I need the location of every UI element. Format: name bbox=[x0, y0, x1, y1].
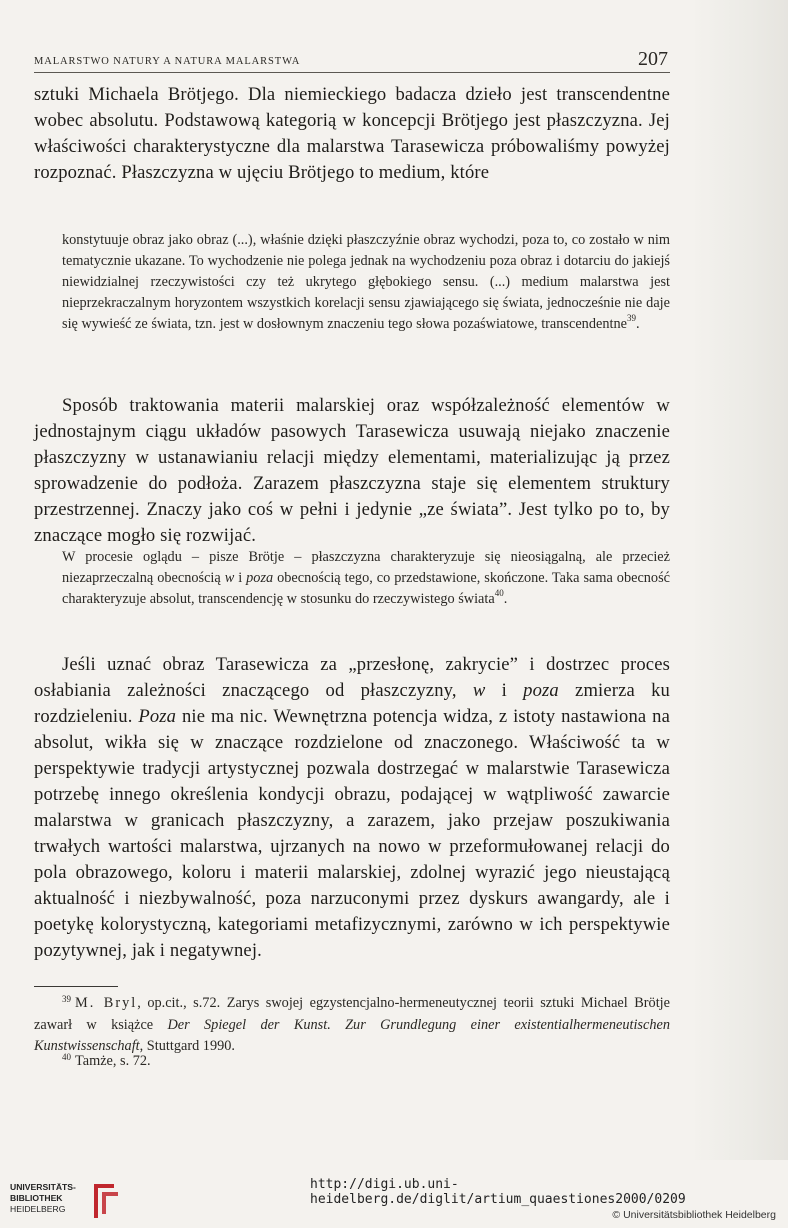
paragraph-1: sztuki Michaela Brötjego. Dla niemieckiego badacza dzieło jest transcendentne wobec absolutu. Podstawową kategorią w koncepcji Brötjego jest płaszczyzna. Jej właściwości charakterystyczne dla malarstwa Tarasewicza próbowaliśmy powyżej rozpoznać. Płaszczyzna w ujęciu Brötjego to medium, które bbox=[34, 84, 670, 183]
paragraph-3-text-a: Jeśli uznać obraz Tarasewicza za „przesłonę, zakrycie” i dostrzec proces osłabiania zależności znaczącego od płaszczyzny, bbox=[34, 654, 670, 701]
page-edge-shadow bbox=[690, 0, 788, 1160]
paragraph-3-text-c: zmierza ku rozdzieleniu. bbox=[34, 680, 670, 727]
footnote-39-text-b: , Stuttgard 1990. bbox=[139, 1038, 235, 1054]
block-quote-2-text-b: i bbox=[234, 570, 247, 586]
block-quote-2-italic-w: w bbox=[224, 570, 235, 586]
paragraph-2: Sposób traktowania materii malarskiej oraz współzależność elementów w jednostajnym ciągu układów pasowych Tarasewicza usuwają niejako znaczenie płaszczyzny w ustanawianiu relacji między elementami, materializując ją przez sprowadzenie do podłoża. Zarazem płaszczyzna staje się elementem struktury przestrzennej. Znaczy jako coś w pełni i jedynie „ze świata”. Jest tylko po to, by znaczące mogło się rozwijać. bbox=[34, 395, 670, 546]
footnote-40 bbox=[34, 1051, 670, 1073]
footnote-ref-40[interactable]: 40 bbox=[494, 588, 504, 599]
paragraph-3-italic-poza-cap: Poza bbox=[138, 706, 177, 727]
paragraph-3-italic-poza: poza bbox=[523, 680, 559, 701]
footnote-39-author: M. Bryl bbox=[75, 995, 138, 1011]
running-head bbox=[34, 50, 670, 73]
copyright-notice: © Universitätsbibliothek Heidelberg bbox=[612, 1209, 776, 1221]
digitization-footer bbox=[0, 1168, 788, 1228]
block-quote-2-text-c: obecnością tego, co przedstawione, skończone. Taka sama obecność charakteryzuje absolut, transcendencję w stosunku do rzeczywistego świata bbox=[62, 570, 670, 607]
paragraph-3-text-d: nie ma nic. Wewnętrzna potencja widza, z istoty nastawiona na absolut, wikła się w znaczące rozdzielone od znaczonego. Właściwość ta w perspektywie tradycji artystycznej pozwala dostrzegać w malarstwie Tarasewicza potrzebę innego określenia kondycji obrazu, podającej w wątpliwość zawarcie malarstwa w granicach płaszczyzny, a zarazem, jako przejaw poszukiwania trwałych wartości malarstwa, ujrzanych na nowo w przeformułowanej relacji do pola obrazowego, koloru i materii malarskiej, zdolnej wyrazić jego nieustającą aktualność i niezbywalność, poza narzuconymi przez dyskurs awangardy, ale i poetykę kolorystyczną, kategoriami metafizycznymi, zarówno w ich perspektywie pozytywnej, jak i negatywnej. bbox=[34, 706, 670, 961]
footnote-40-number: 40 bbox=[62, 1052, 71, 1062]
footnote-39-text-a: , op.cit., s.72. Zarys swojej egzystencjalno-hermeneutycznej teorii sztuki Michael Brötje zawarł w książce bbox=[34, 995, 670, 1033]
library-logo[interactable] bbox=[10, 1176, 125, 1222]
footnote-separator bbox=[34, 986, 118, 987]
paragraph-3 bbox=[34, 652, 670, 964]
library-logo-icon bbox=[80, 1178, 122, 1222]
running-head-title: MALARSTWO NATURY A NATURA MALARSTWA bbox=[34, 56, 301, 67]
block-quote-1: konstytuuje obraz jako obraz (...), właśnie dzięki płaszczyźnie obraz wychodzi, poza to, co zostało w nim tematycznie ukazane. To wychodzenie nie polega jednak na wychodzeniu poza obraz i dotarciu do jakiejś niewidzialnej rzeczywistości czy też ukrytego głębokiego sensu. (...) medium malarstwa jest nieprzekraczalnym horyzontem wszystkich korelacji sensu zjawiającego się świata, jednocześnie nie daje się wywieść ze świata, tzn. jest w dosłownym znaczeniu tego słowa pozaświatowe, transcendentne$^{39}$. bbox=[62, 232, 670, 332]
footnote-40-text: Tamże, s. 72. bbox=[75, 1053, 151, 1069]
block-quote-2-text-a: W procesie oglądu – pisze Brötje – płaszczyzna charakteryzuje się nieosiągalną, ale przecież niezaprzeczalną obecnością bbox=[62, 549, 670, 586]
footnote-39-book-title: Der Spiegel der Kunst. Zur Grundlegung einer existentialhermeneutischen Kunstwissenschaft bbox=[34, 1017, 670, 1054]
paragraph-3-text-b: i bbox=[485, 680, 524, 701]
block-quote-2-italic-poza: poza bbox=[246, 570, 274, 586]
block-quote-1-text: konstytuuje obraz jako obraz (...), właśnie dzięki płaszczyźnie obraz wychodzi, poza to, co zostało w nim tematycznie ukazane. To wychodzenie nie polega jednak na wychodzeniu poza obraz i dotarciu do jakiejś niewidzialnej rzeczywistości czy też ukrytego głębokiego sensu. (...) medium malarstwa jest nieprzekraczalnym horyzontem wszystkich korelacji sensu zjawiającego się świata, jednocześnie nie daje się wywieść ze świata, tzn. jest w dosłownym znaczeniu tego słowa pozaświatowe, transcendentne bbox=[62, 232, 670, 332]
footnote-39-number: 39 bbox=[62, 994, 71, 1004]
logo-line-1: UNIVERSITÄTS- bbox=[10, 1182, 76, 1192]
page-number: 207 bbox=[638, 48, 668, 70]
footnote-39 bbox=[34, 993, 670, 1057]
logo-line-3: HEIDELBERG bbox=[10, 1204, 66, 1214]
paragraph-3-italic-w: w bbox=[472, 680, 486, 701]
source-url-link[interactable]: http://digi.ub.uni-heidelberg.de/diglit/artium_quaestiones2000/0209 bbox=[310, 1177, 686, 1207]
footnote-ref-39[interactable]: 39 bbox=[626, 313, 636, 324]
block-quote-2: W procesie oglądu – pisze Brötje – płaszczyzna charakteryzuje się nieosiągalną, ale przecież niezaprzeczalną obecnością w i poza obecnością tego, co przedstawione, skończone. Taka sama obecność charakteryzuje absolut, transcendencję w stosunku do rzeczywistego świata$^{40}$. bbox=[62, 549, 670, 607]
logo-line-2: BIBLIOTHEK bbox=[10, 1193, 63, 1203]
